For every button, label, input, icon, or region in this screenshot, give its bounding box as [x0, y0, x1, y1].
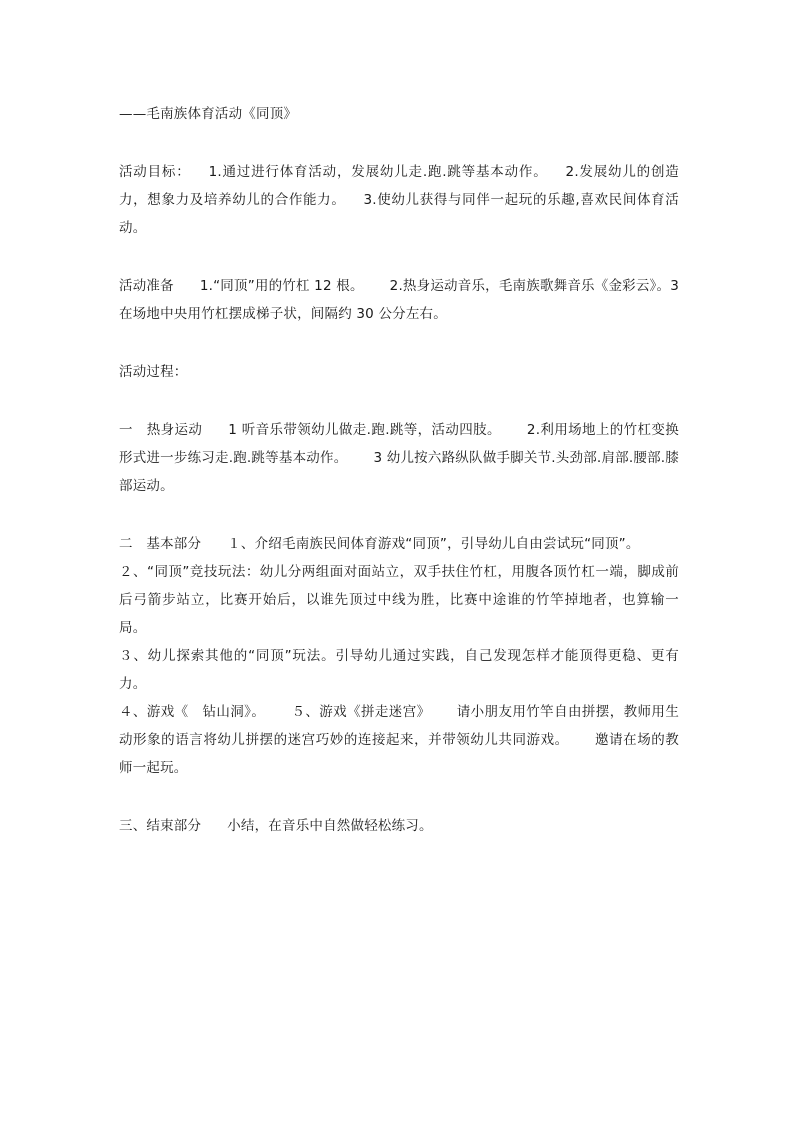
- warmup-item-2: 2.利用场地上的竹杠变换形式进一步练习走.跑.跳等基本动作。: [119, 422, 679, 466]
- ending-label: 三、结束部分: [119, 818, 202, 834]
- goals-label: 活动目标：: [119, 164, 191, 180]
- preparation-label: 活动准备: [119, 278, 174, 294]
- basic-item-4: ４、游戏《 钻山洞》。: [119, 704, 266, 720]
- goals-section: [119, 158, 679, 242]
- process-label-text: 活动过程：: [119, 364, 188, 380]
- basic-item-3-para: [119, 642, 679, 698]
- basic-item-2-para: [119, 558, 679, 642]
- basic-item-6: 邀请在场的教师一起玩。: [119, 732, 680, 776]
- preparation-item-3: 3 在场地中央用竹杠摆成梯子状，间隔约 30 公分左右。: [119, 278, 679, 322]
- basic-label: 二 基本部分: [119, 536, 202, 552]
- title-text: ——毛南族体育活动《同顶》: [119, 106, 298, 122]
- document-title: [119, 100, 679, 128]
- goals-item-1: 1.通过进行体育活动，发展幼儿走.跑.跳等基本动作。: [208, 164, 548, 180]
- warmup-section: [119, 416, 679, 500]
- basic-item-2: ２、“同顶”竞技玩法：幼儿分两组面对面站立，双手扶住竹杠，用腹各顶竹杠一端，脚成前后弓箭步站立，比赛开始后，以谁先顶过中线为胜，比赛中途谁的竹竿掉地者，也算输一局。: [119, 564, 679, 636]
- ending-item-1: 小结，在音乐中自然做轻松练习。: [227, 818, 433, 834]
- basic-item-5-detail: 请小朋友用竹竿自由拼摆，教师用生动形象的语言将幼儿拼摆的迷宫巧妙的连接起来，并带领幼儿共同游戏。: [119, 704, 680, 748]
- goals-item-3: 3.使幼儿获得与同伴一起玩的乐趣,喜欢民间体育活动。: [119, 192, 679, 236]
- document-page: [119, 100, 679, 870]
- basic-item-5: ５、游戏《拼走迷宫》: [291, 704, 431, 720]
- preparation-item-1: 1.“同顶”用的竹杠 12 根。: [199, 278, 364, 294]
- basic-item-3: ３、幼儿探索其他的“同顶”玩法。引导幼儿通过实践，自己发现怎样才能顶得更稳、更有力。: [119, 648, 679, 692]
- basic-section-intro: [119, 530, 679, 558]
- preparation-item-2: 2.热身运动音乐，毛南族歌舞音乐《金彩云》。: [389, 278, 671, 294]
- goals-item-2: 2.发展幼儿的创造力，想象力及培养幼儿的合作能力。: [119, 164, 679, 208]
- process-label: [119, 358, 679, 386]
- ending-section: [119, 812, 679, 840]
- basic-item-4-para: [119, 698, 679, 782]
- warmup-item-1: 1 听音乐带领幼儿做走.跑.跳等，活动四肢。: [228, 422, 501, 438]
- preparation-section: [119, 272, 679, 328]
- warmup-item-3: 3 幼儿按六路纵队做手脚关节.头劲部.肩部.腰部.膝部运动。: [119, 450, 680, 494]
- basic-item-1: １、介绍毛南族民间体育游戏“同顶”，引导幼儿自由尝试玩“同顶”。: [227, 536, 640, 552]
- warmup-label: 一 热身运动: [119, 422, 203, 438]
